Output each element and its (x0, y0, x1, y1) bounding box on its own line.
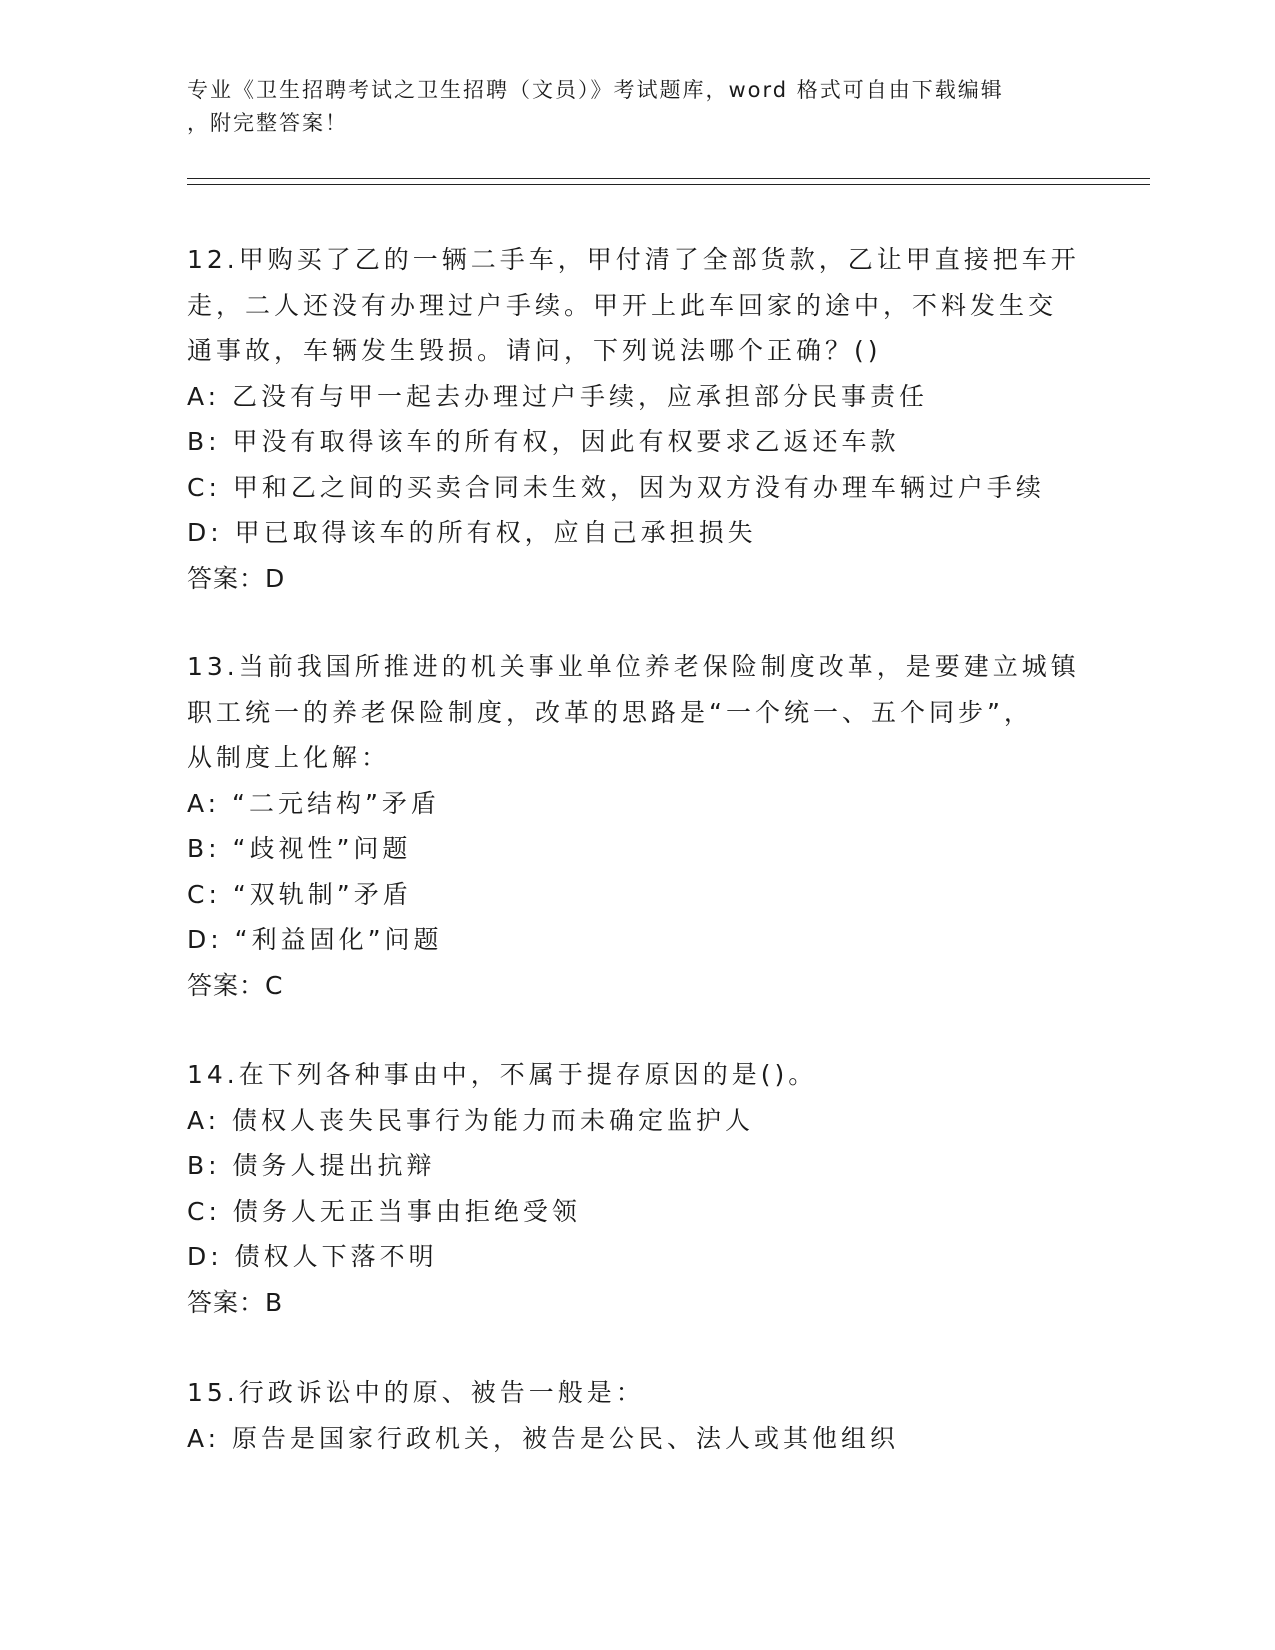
option-c: C: 债务人无正当事由拒绝受领 (187, 1196, 581, 1226)
header-line-1: 专业《卫生招聘考试之卫生招聘（文员）》考试题库，word 格式可自由下载编辑 (187, 78, 1004, 102)
question-12 (187, 237, 1087, 601)
option-a: A: “二元结构”矛盾 (187, 788, 440, 818)
option-d: D: 甲已取得该车的所有权，应自己承担损失 (187, 518, 757, 547)
header-divider-top (187, 178, 1150, 179)
question-stem-line: 走，二人还没有办理过户手续。甲开上此车回家的途中，不料发生交 (187, 290, 1058, 320)
option-d: D: 债权人下落不明 (187, 1242, 438, 1271)
question-stem-line: 15.行政诉讼中的原、被告一般是： (187, 1378, 645, 1407)
question-14 (187, 1052, 1087, 1325)
option-a: A: 原告是国家行政机关，被告是公民、法人或其他组织 (187, 1423, 900, 1453)
question-stem-line: 职工统一的养老保险制度，改革的思路是“一个统一、五个同步”， (187, 697, 1033, 727)
answer: 答案：C (187, 970, 284, 1000)
option-c: C: 甲和乙之间的买卖合同未生效，因为双方没有办理车辆过户手续 (187, 472, 1045, 502)
option-b: B: 债务人提出抗辩 (187, 1151, 436, 1180)
header-divider-bottom (187, 184, 1150, 185)
question-stem-line: 12.甲购买了乙的一辆二手车，甲付清了全部货款，乙让甲直接把车开 (187, 245, 1080, 274)
question-stem-line: 13.当前我国所推进的机关事业单位养老保险制度改革，是要建立城镇 (187, 652, 1080, 681)
option-b: B: 甲没有取得该车的所有权，因此有权要求乙返还车款 (187, 427, 900, 456)
option-a: A: 债权人丧失民事行为能力而未确定监护人 (187, 1105, 755, 1135)
option-c: C: “双轨制”矛盾 (187, 879, 412, 909)
question-stem-line: 通事故，车辆发生毁损。请问，下列说法哪个正确？() (187, 336, 882, 365)
answer: 答案：D (187, 563, 286, 593)
option-b: B: “歧视性”问题 (187, 834, 412, 863)
question-15 (187, 1370, 1087, 1461)
question-13 (187, 644, 1087, 1008)
question-stem-line: 14.在下列各种事由中，不属于提存原因的是()。 (187, 1060, 818, 1089)
answer: 答案：B (187, 1287, 284, 1317)
option-a: A: 乙没有与甲一起去办理过户手续，应承担部分民事责任 (187, 381, 929, 411)
header-line-2: ，附完整答案！ (187, 111, 348, 135)
document-header (187, 74, 1067, 140)
option-d: D: “利益固化”问题 (187, 925, 443, 954)
question-stem-line: 从制度上化解： (187, 743, 391, 772)
